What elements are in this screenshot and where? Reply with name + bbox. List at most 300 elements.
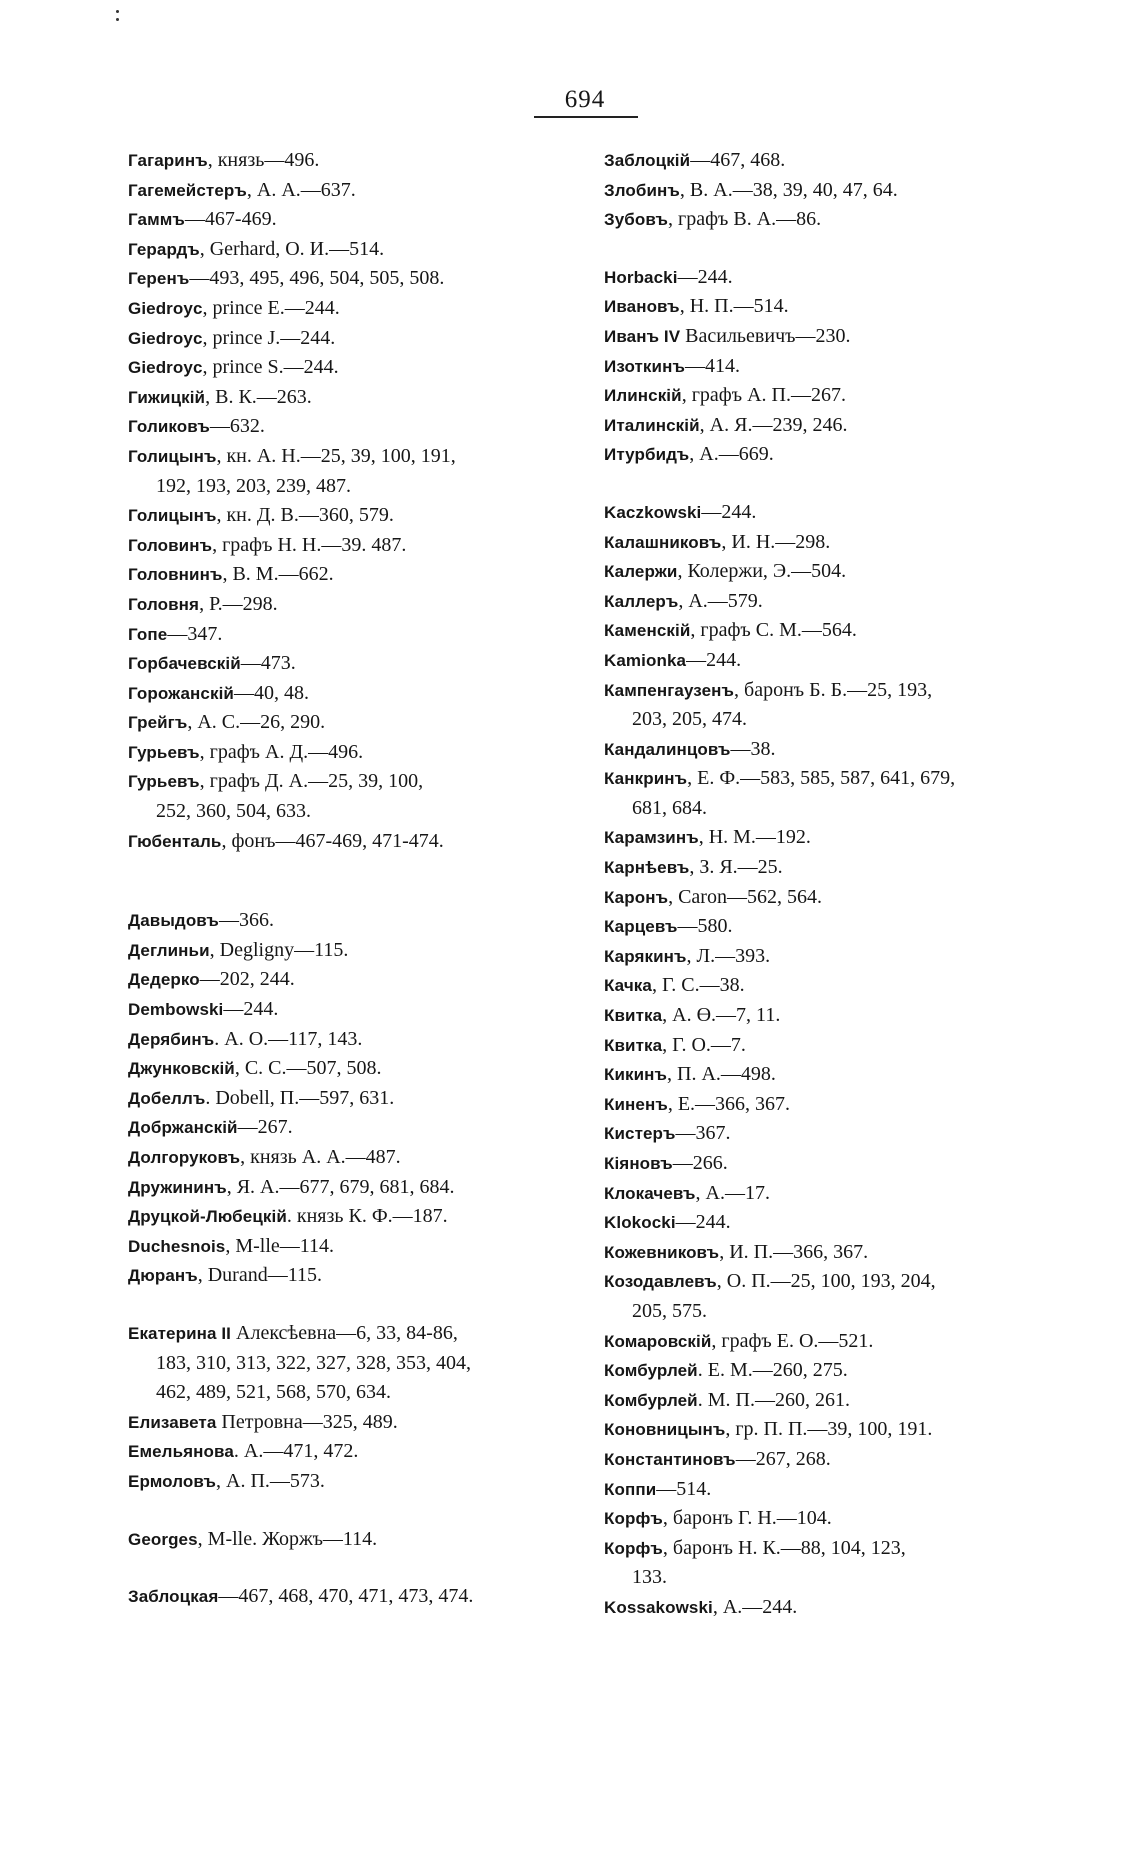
index-entry [604, 735, 1044, 765]
index-entry [604, 1534, 1044, 1593]
index-entry [604, 292, 1044, 322]
index-entry [604, 616, 1044, 646]
index-entry-name: Геренъ [128, 269, 190, 289]
index-entry-line [128, 501, 608, 531]
index-entry-name: Иванъ IV [604, 326, 681, 346]
index-entry [604, 1475, 1044, 1505]
index-entry-name: Коппи [604, 1479, 657, 1499]
index-entry-name: Илинскій [604, 386, 682, 406]
index-column-right [604, 146, 1044, 1623]
index-entry-pages: , prince S.—244. [202, 356, 339, 379]
index-entry-line [128, 264, 608, 294]
index-entry-name: Деглиньи [128, 940, 210, 960]
index-entry [604, 1090, 1044, 1120]
index-entry [128, 1467, 608, 1497]
index-entry-pages: , А.—579. [678, 589, 763, 612]
index-entry-name: Карякинъ [604, 946, 687, 966]
index-entry [604, 764, 1044, 823]
index-entry-line [128, 1202, 608, 1232]
index-entry-line [604, 1504, 1044, 1534]
index-entry-pages: , prince J.—244. [202, 326, 336, 349]
index-entry [604, 1060, 1044, 1090]
index-entry [604, 557, 1044, 587]
index-entry-pages: , Е. Ф.—583, 585, 587, 641, 679, [687, 767, 956, 790]
index-entry [128, 995, 608, 1025]
index-entry-pages: , кн. А. Н.—25, 39, 100, 191, [216, 444, 456, 467]
index-entry-name: Карцевъ [604, 917, 678, 937]
index-entry [604, 1327, 1044, 1357]
index-entry-name: Джунковскій [128, 1059, 235, 1079]
index-entry-pages: , графъ В. А.—86. [668, 208, 822, 231]
index-entry-line [604, 676, 1044, 706]
index-entry-pages: , В. М.—662. [222, 563, 334, 586]
index-entry-name: Гурьевъ [128, 742, 200, 762]
index-entry [128, 1319, 608, 1408]
index-entry [604, 942, 1044, 972]
index-entry-pages: , M-lle—114. [225, 1234, 335, 1257]
index-entry [128, 1582, 608, 1612]
index-entry-name: Kaczkowski [604, 502, 702, 522]
index-entry-pages: , З. Я.—25. [689, 856, 783, 879]
index-entry-line [128, 590, 608, 620]
index-entry [128, 442, 608, 501]
index-entry-name: Клокачевъ [604, 1183, 696, 1203]
index-entry-name: Калашниковъ [604, 532, 722, 552]
index-entry [604, 1504, 1044, 1534]
index-entry-line [604, 1475, 1044, 1505]
index-entry-name: Италинскій [604, 415, 700, 435]
index-entry [604, 1031, 1044, 1061]
index-entry-line [128, 146, 608, 176]
index-entry-name: Елизавета [128, 1412, 217, 1432]
index-entry-line [128, 205, 608, 235]
index-entry-name: Добеллъ [128, 1088, 206, 1108]
index-entry-pages: —514. [656, 1477, 712, 1500]
index-entry [604, 587, 1044, 617]
index-entry [604, 146, 1044, 176]
index-entry [128, 501, 608, 531]
index-entry-name: Киненъ [604, 1094, 668, 1114]
index-entry [604, 1119, 1044, 1149]
index-entry-pages: , Gerhard, О. И.—514. [199, 237, 385, 260]
index-entry-name: Комбурлей [604, 1390, 698, 1410]
index-entry [128, 620, 608, 650]
index-entry-line [604, 205, 1044, 235]
index-entry-pages: , баронъ Н. К.—88, 104, 123, [662, 1536, 906, 1559]
index-entry [128, 1232, 608, 1262]
index-entry-name: Калержи [604, 562, 678, 582]
index-entry [128, 708, 608, 738]
index-entry-name: Квитка [604, 1006, 663, 1026]
index-entry-name: Гопе [128, 624, 168, 644]
index-entry-name: Кампенгаузенъ [604, 680, 735, 700]
corner-dots [116, 10, 120, 32]
index-column-left [128, 146, 608, 1612]
index-entry-name: Дружининъ [128, 1177, 227, 1197]
index-entry [604, 528, 1044, 558]
index-entry-line [128, 1084, 608, 1114]
index-entry-pages: —40, 48. [233, 681, 309, 704]
index-entry [128, 1437, 608, 1467]
index-entry-pages: —38. [730, 737, 776, 760]
index-entry-pages: , С. С.—507, 508. [234, 1057, 382, 1080]
index-entry-line [604, 1119, 1044, 1149]
index-entry-pages: , графъ С. М.—564. [690, 619, 857, 642]
index-entry-pages: , А. С.—26, 290. [187, 711, 326, 734]
index-entry-line [604, 1208, 1044, 1238]
index-entry-name: Кикинъ [604, 1065, 668, 1085]
index-entry-pages: . М. П.—260, 261. [697, 1388, 850, 1411]
index-entry-pages: . князь К. Ф.—187. [286, 1205, 448, 1228]
index-entry-pages: , Г. С.—38. [651, 974, 745, 997]
index-entry-name: Georges [128, 1529, 198, 1549]
index-entry-line [604, 146, 1044, 176]
index-entry-line [604, 528, 1044, 558]
index-entry [604, 1386, 1044, 1416]
index-entry-pages: , Р.—298. [199, 592, 278, 615]
index-entry-name: Козодавлевъ [604, 1272, 717, 1292]
page-number: 694 [564, 86, 606, 113]
index-entry-pages: , П. А.—498. [667, 1063, 776, 1086]
index-entry-pages: , Г. О.—7. [662, 1033, 746, 1056]
index-entry [128, 936, 608, 966]
index-entry-name: Добржанскій [128, 1118, 238, 1138]
index-entry-line [604, 853, 1044, 883]
index-entry [128, 767, 608, 826]
index-entry-pages: , Е.—366, 367. [667, 1092, 791, 1115]
index-entry [604, 176, 1044, 206]
index-entry [128, 294, 608, 324]
index-entry-line [604, 1356, 1044, 1386]
index-entry-pages: , фонъ—467-469, 471-474. [221, 829, 444, 852]
index-entry-line [604, 1386, 1044, 1416]
index-entry-pages: , В. А.—38, 39, 40, 47, 64. [679, 178, 898, 201]
index-entry [128, 324, 608, 354]
index-entry-line [604, 352, 1044, 382]
index-entry-name: Horbacki [604, 267, 678, 287]
index-entry-pages: , баронъ Б. Б.—25, 193, [734, 678, 933, 701]
index-entry-name: Giedroyc [128, 298, 203, 318]
index-entry-line [604, 1327, 1044, 1357]
index-entry-pages: , M-lle. Жоржъ—114. [197, 1527, 378, 1550]
index-entry-name: Емельянова [128, 1442, 234, 1462]
index-entry [128, 1084, 608, 1114]
index-entry [128, 205, 608, 235]
index-entry-pages: —267, 268. [735, 1447, 831, 1470]
index-entry [128, 679, 608, 709]
index-entry [604, 1445, 1044, 1475]
index-entry-pages: , графъ Е. О.—521. [711, 1329, 874, 1352]
index-entry-line [128, 324, 608, 354]
index-entry-pages: , И. Н.—298. [721, 530, 831, 553]
index-entry-line [128, 1025, 608, 1055]
index-entry-line [128, 353, 608, 383]
index-entry [604, 322, 1044, 352]
index-entry-name: Kamionka [604, 650, 687, 670]
index-entry-name: Изоткинъ [604, 356, 685, 376]
index-entry-name: Giedroyc [128, 328, 203, 348]
index-entry-name: Кандалинцовъ [604, 739, 731, 759]
index-entry-name: Корфъ [604, 1509, 663, 1529]
index-entry-pages: . А. О.—117, 143. [214, 1027, 363, 1050]
index-entry-pages: —267. [237, 1116, 293, 1139]
index-entry [604, 1356, 1044, 1386]
index-entry [128, 649, 608, 679]
index-entry-line [604, 823, 1044, 853]
index-entry-pages: , О. П.—25, 100, 193, 204, [716, 1270, 936, 1293]
index-entry [128, 738, 608, 768]
index-entry-pages: —244. [675, 1211, 731, 1234]
index-entry-pages: —266. [672, 1152, 728, 1174]
index-entry-pages: , В. К.—263. [205, 385, 312, 408]
index-entry-line [604, 176, 1044, 206]
index-entry-pages: , А. Я.—239, 246. [699, 413, 848, 436]
index-entry-pages: —493, 495, 496, 504, 505, 508. [189, 267, 445, 290]
index-entry [604, 1415, 1044, 1445]
index-entry-pages: , князь—496. [207, 149, 320, 171]
index-entry-name: Klokocki [604, 1213, 676, 1233]
index-entry-continuation: 192, 193, 203, 239, 487. [156, 474, 351, 497]
index-entry-line [604, 1001, 1044, 1031]
index-entry [604, 1238, 1044, 1268]
index-entry-name: Гагаринъ [128, 151, 208, 170]
index-entry [128, 560, 608, 590]
index-entry-name: Давыдовъ [128, 911, 219, 931]
section-gap [604, 235, 1044, 263]
index-entry-pages: , prince E.—244. [202, 296, 340, 319]
index-entry-pages: Васильевичъ—230. [680, 324, 851, 347]
index-entry-name: Кистеръ [604, 1124, 676, 1144]
index-entry-pages: , кн. Д. В.—360, 579. [216, 504, 394, 527]
index-entry [128, 1173, 608, 1203]
index-entry-line [128, 1319, 608, 1349]
section-gap [128, 1291, 608, 1319]
index-entry-pages: , графъ А. Д.—496. [199, 740, 364, 763]
index-entry [128, 1054, 608, 1084]
section-gap [128, 856, 608, 906]
index-entry-name: Зубовъ [604, 210, 669, 230]
index-entry [128, 1261, 608, 1291]
index-entry-line [128, 1173, 608, 1203]
index-entry-pages: , И. П.—366, 367. [719, 1240, 869, 1263]
index-entry [128, 1408, 608, 1438]
index-entry [604, 971, 1044, 1001]
index-entry-line [128, 1113, 608, 1143]
index-entry-line [604, 1090, 1044, 1120]
index-entry-name: Комаровскій [604, 1331, 712, 1351]
index-entry-line [128, 1054, 608, 1084]
index-entry-pages: , баронъ Г. Н.—104. [662, 1507, 832, 1530]
index-entry-line [604, 883, 1044, 913]
index-entry [604, 263, 1044, 293]
index-entry-line [604, 587, 1044, 617]
index-entry [604, 411, 1044, 441]
index-entry-line [604, 1149, 1044, 1179]
index-entry-line [604, 381, 1044, 411]
index-entry-line [128, 1582, 608, 1612]
index-entry-name: Грейгъ [128, 713, 188, 733]
index-entry [128, 590, 608, 620]
index-entry-line [604, 1534, 1044, 1564]
index-entry-name: Голиковъ [128, 417, 210, 437]
index-entry-line [604, 764, 1044, 794]
index-entry [128, 827, 608, 857]
index-entry-continuation: 183, 310, 313, 322, 327, 328, 353, 404, [156, 1351, 471, 1374]
index-entry-name: Ивановъ [604, 297, 680, 317]
index-entry-name: Дерябинъ [128, 1029, 215, 1049]
index-entry-line [604, 1445, 1044, 1475]
index-entry-name: Дюранъ [128, 1266, 198, 1286]
index-entry-line [128, 1467, 608, 1497]
index-entry [604, 823, 1044, 853]
index-entry-name: Злобинъ [604, 180, 680, 200]
index-entry-line [128, 1261, 608, 1291]
index-entry-pages: , графъ А. П.—267. [681, 384, 846, 407]
index-entry-pages: —467, 468, 470, 471, 473, 474. [218, 1585, 474, 1608]
index-entry [128, 531, 608, 561]
index-entry-line [604, 912, 1044, 942]
index-entry-pages: , А. П.—573. [216, 1469, 325, 1492]
index-entry [604, 205, 1044, 235]
index-entry [128, 1525, 608, 1555]
index-entry-name: Карамзинъ [604, 828, 699, 848]
index-entry-name: Головинъ [128, 535, 213, 555]
index-entry-pages: , графъ Н. Н.—39. 487. [212, 533, 407, 556]
index-entry-line [128, 442, 608, 472]
index-entry-line [604, 292, 1044, 322]
index-entry-pages: . А.—471, 472. [233, 1440, 359, 1463]
index-entry-line [604, 616, 1044, 646]
index-entry-pages: . Dobell, П.—597, 631. [205, 1086, 395, 1109]
index-entry-name: Горбачевскій [128, 654, 241, 674]
index-entry-line [604, 942, 1044, 972]
index-entry-line [128, 1437, 608, 1467]
index-entry-pages: —244. [677, 265, 733, 288]
index-entry-pages: —414. [684, 354, 740, 377]
index-entry-pages: , гр. П. П.—39, 100, 191. [725, 1418, 933, 1441]
index-entry-name: Гагемейстеръ [128, 180, 247, 200]
index-entry-pages: , Degligny—115. [209, 938, 349, 961]
index-entry [604, 1593, 1044, 1623]
index-entry-pages: —367. [675, 1122, 731, 1145]
index-entry [604, 912, 1044, 942]
index-entry-line [604, 440, 1044, 470]
index-entry-line [128, 708, 608, 738]
index-entry-name: Голицынъ [128, 506, 217, 526]
index-entry [604, 1208, 1044, 1238]
index-entry-line [128, 738, 608, 768]
index-entry-pages: , А.—17. [695, 1181, 770, 1204]
index-entry-line [128, 649, 608, 679]
index-entry-line [128, 1232, 608, 1262]
index-entry-pages: —467-469. [184, 208, 277, 231]
index-entry-line [128, 1525, 608, 1555]
index-entry-pages: . Е. М.—260, 275. [697, 1359, 848, 1382]
index-entry-name: Duchesnois [128, 1236, 226, 1256]
index-entry-name: Квитка [604, 1035, 663, 1055]
index-entry [604, 381, 1044, 411]
index-entry-pages: —244. [701, 500, 757, 523]
index-entry-pages: , князь А. А.—487. [240, 1146, 401, 1168]
page-number-rule [534, 116, 638, 118]
index-entry-name: Друцкой-Любецкій [128, 1207, 287, 1227]
index-entry-continuation: 133. [632, 1566, 667, 1589]
index-entry-name: Горожанскій [128, 683, 234, 703]
index-entry-line [604, 1060, 1044, 1090]
index-entry-pages: , Caron—562, 564. [668, 885, 822, 908]
index-entry-name: Головня [128, 594, 200, 614]
index-entry-line [128, 235, 608, 265]
index-entry-line [128, 560, 608, 590]
index-entry-pages: —580. [677, 915, 733, 938]
index-entry-line [604, 1415, 1044, 1445]
index-entry-name: Коновницынъ [604, 1420, 726, 1440]
index-entry-continuation: 205, 575. [632, 1299, 707, 1322]
index-entry-pages: , А. А.—637. [246, 178, 356, 201]
index-entry-name: Кожевниковъ [604, 1242, 720, 1262]
index-entry-name: Дедерко [128, 970, 200, 990]
index-entry [128, 906, 608, 936]
index-entry-pages: , графъ Д. А.—25, 39, 100, [199, 770, 424, 793]
index-entry-name: Каменскій [604, 621, 691, 641]
index-entry-pages: , А.—244. [712, 1595, 798, 1618]
index-entry-line [128, 767, 608, 797]
index-entry-line [128, 383, 608, 413]
index-entry-pages: , Durand—115. [197, 1264, 322, 1287]
index-entry-line [604, 1267, 1044, 1297]
index-entry-line [128, 936, 608, 966]
index-entry-name: Каллеръ [604, 591, 679, 611]
section-gap [604, 470, 1044, 498]
index-entry-line [128, 906, 608, 936]
index-entry-name: Корфъ [604, 1538, 663, 1558]
index-entry [128, 176, 608, 206]
index-entry-line [604, 557, 1044, 587]
index-entry-pages: —366. [218, 909, 274, 932]
index-entry [128, 965, 608, 995]
index-entry-name: Голицынъ [128, 446, 217, 466]
index-entry-pages: Петровна—325, 489. [216, 1410, 398, 1433]
index-entry-name: Итурбидъ [604, 445, 690, 465]
index-entry-line [128, 1408, 608, 1438]
section-gap [128, 1497, 608, 1525]
index-entry-line [128, 412, 608, 442]
index-entry-pages: , А.—669. [689, 443, 774, 466]
index-entry-name: Dembowski [128, 1000, 224, 1020]
index-entry [128, 1025, 608, 1055]
index-entry [128, 353, 608, 383]
index-entry-name: Ермоловъ [128, 1471, 216, 1491]
index-entry [128, 383, 608, 413]
index-entry-continuation: 462, 489, 521, 568, 570, 634. [156, 1381, 391, 1404]
index-entry-line [604, 411, 1044, 441]
index-entry-pages: Алексѣевна—6, 33, 84-86, [231, 1321, 458, 1344]
index-entry-line [128, 995, 608, 1025]
index-entry [604, 1149, 1044, 1179]
section-gap [128, 1554, 608, 1582]
index-entry-pages: —473. [240, 652, 296, 675]
index-entry [604, 853, 1044, 883]
index-entry-name: Гаммъ [128, 210, 185, 230]
index-entry-name: Качка [604, 976, 652, 996]
index-entry-name: Комбурлей [604, 1361, 698, 1381]
index-entry [604, 1001, 1044, 1031]
index-entry-name: Герардъ [128, 239, 200, 259]
index-entry [604, 883, 1044, 913]
index-entry [604, 1267, 1044, 1326]
index-entry-name: Гюбенталь [128, 831, 222, 851]
index-entry [128, 235, 608, 265]
